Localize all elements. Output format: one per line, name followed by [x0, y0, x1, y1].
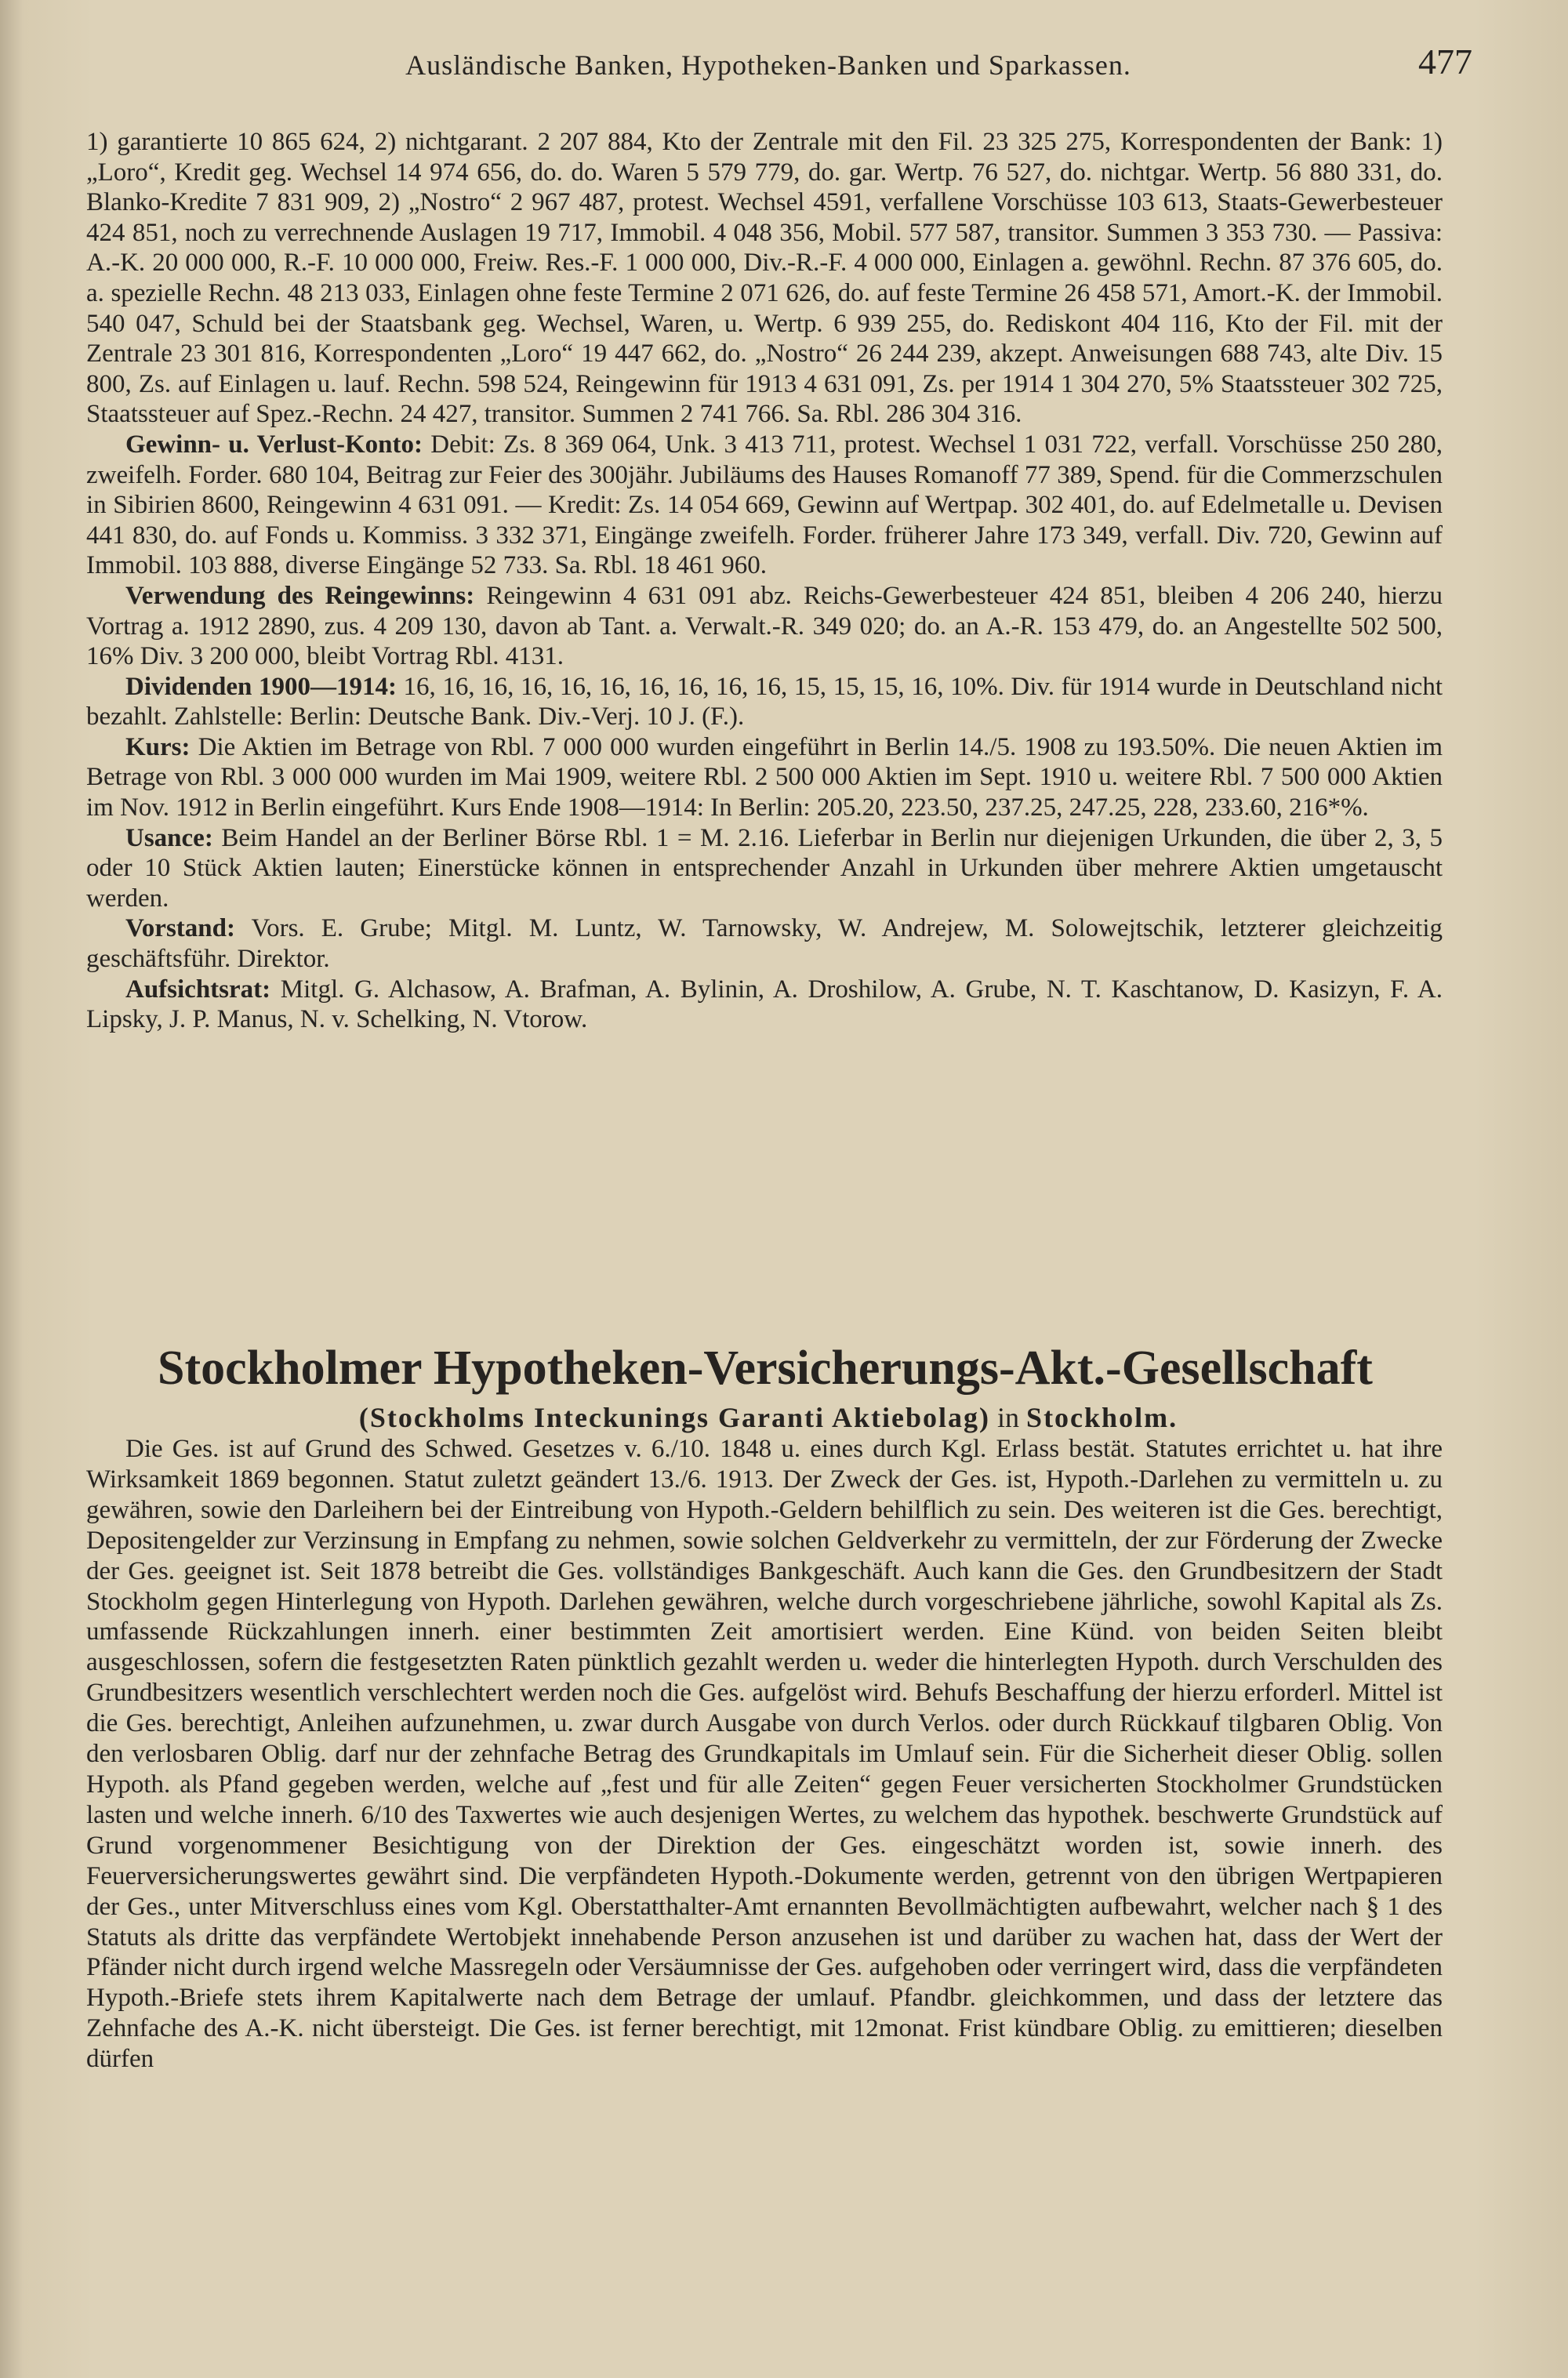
dividends-heading: Dividenden 1900—1914:	[125, 672, 397, 701]
usance-text: Beim Handel an der Berliner Börse Rbl. 1 = M. 2.16. Lieferbar in Berlin nur diejenigen Urkunden, die über 2, 3, 5 oder 10 Stück Aktien lauten; Einerstücke können in entsprechender Anzahl in Urkunden über mehrere Aktien umgetauscht werden.	[86, 823, 1443, 913]
company-subtitle-city: Stockholm.	[1026, 1402, 1178, 1433]
bank-report-section	[86, 127, 1443, 1035]
company-description: Die Ges. ist auf Grund des Schwed. Gesetzes v. 6./10. 1848 u. eines durch Kgl. Erlass bestät. Statutes errichtet u. hat ihre Wirksamkeit 1869 begonnen. Statut zuletzt geändert 13./6. 1913. Der Zweck der Ges. ist, Hypoth.-Darlehen zu vermitteln u. zu gewähren, sowie den Darleihern bei der Eintreibung von Hypoth.-Geldern behilflich zu sein. Des weiteren ist die Ges. berechtigt, Depositengelder zur Verzinsung in Empfang zu nehmen, sowie solchen Geldverkehr zu vermitteln, der zur Förderung der Zwecke der Ges. geeignet ist. Seit 1878 betreibt die Ges. vollständiges Bankgeschäft. Auch kann die Ges. den Grundbesitzern der Stadt Stockholm gegen Hinterlegung von Hypoth. Darlehen gewähren, welche durch vorgeschriebene jährliche, sowohl Kapital als Zs. umfassende Rückzahlungen innerh. einer bestimmten Zeit amortisiert werden. Eine Künd. von beiden Seiten bleibt ausgeschlossen, sofern die festgesetzten Raten pünktlich gezahlt werden u. weder die hinterlegten Hypoth. durch Verschulden des Grundbesitzers wesentlich verschlechtert werden noch die Ges. aufgelöst wird. Behufs Beschaffung der hierzu erforderl. Mittel ist die Ges. berechtigt, Anleihen aufzunehmen, u. zwar durch Ausgabe von durch Verlos. oder durch Rückkauf tilgbaren Oblig. Von den verlosbaren Oblig. darf nur der zehnfache Betrag des Grundkapitals im Umlauf sein. Für die Sicherheit dieser Oblig. sollen Hypoth. als Pfand gegeben werden, welche auf „fest und für alle Zeiten“ gegen Feuer versicherten Stockholmer Grundstücken lasten und welche innerh. 6/10 des Taxwertes wie auch desjenigen Wertes, zu welchem das hypothek. beschwerte Grundstück auf Grund vorgenommener Besichtigung von der Direktion der Ges. eingeschätzt worden ist, sowie innerh. des Feuerversicherungswertes gewährt sind. Die verpfändeten Hypoth.-Dokumente werden, getrennt von den übrigen Wertpapieren der Ges., unter Mitverschluss eines vom Kgl. Oberstatthalter-Amt ernannten Bevollmächtigten aufbewahrt, welcher nach § 1 des Statuts als dritte das verpfändete Wertobjekt innehabende Person anzusehen ist und darüber zu wachen hat, dass der Wert der Pfänder nicht durch irgend welche Massregeln oder Versäumnisse der Ges. aufgehoben oder verringert wird, dass die verpfändeten Hypoth.-Briefe stets ihrem Kapitalwerte nach dem Betrage der umlauf. Pfandbr. gleichkommen, und dass der letztere das Zehnfache des A.-K. nicht übersteigt. Die Ges. ist ferner berechtigt, mit 12monat. Frist kündbare Oblig. zu emittieren; dieselben dürfen	[86, 1435, 1443, 2074]
running-header: Ausländische Banken, Hypotheken-Banken und Sparkassen.	[405, 49, 1131, 81]
balance-sheet-paragraph: 1) garantierte 10 865 624, 2) nichtgarant. 2 207 884, Kto der Zentrale mit den Fil. 23 325 275, Korrespondenten der Bank: 1) „Loro“, Kredit geg. Wechsel 14 974 656, do. do. Waren 5 579 779, do. gar. Wertp. 76 527, do. nichtgar. Wertp. 56 880 331, do. Blanko-Kredite 7 831 909, 2) „Nostro“ 2 967 487, protest. Wechsel 4591, verfallene Vorschüsse 103 613, Staats-Gewerbesteuer 424 851, noch zu verrechnende Auslagen 19 717, Immobil. 4 048 356, Mobil. 577 587, transitor. Summen 3 353 730. — Passiva: A.-K. 20 000 000, R.-F. 10 000 000, Freiw. Res.-F. 1 000 000, Div.-R.-F. 4 000 000, Einlagen a. gewöhnl. Rechn. 87 376 605, do. a. spezielle Rechn. 48 213 033, Einlagen ohne feste Termine 2 071 626, do. auf feste Termine 26 458 571, Amort.-K. der Immobil. 540 047, Schuld bei der Staatsbank geg. Wechsel, Waren, u. Wertp. 6 939 255, do. Rediskont 404 116, Kto der Fil. mit der Zentrale 23 301 816, Korrespondenten „Loro“ 19 447 662, do. „Nostro“ 26 244 239, akzept. Anweisungen 688 743, alte Div. 15 800, Zs. auf Einlagen u. lauf. Rechn. 598 524, Reingewinn für 1913 4 631 091, Zs. per 1914 1 304 270, 5% Staatssteuer 302 725, Staatssteuer auf Spez.-Rechn. 24 427, transitor. Summen 2 741 766. Sa. Rbl. 286 304 316.	[86, 128, 1443, 429]
company-title: Stockholmer Hypotheken-Versicherungs-Akt.-Gesellschaft	[158, 1341, 1373, 1395]
supervisory-board-paragraph	[86, 975, 1443, 1035]
page-number: 477	[1418, 42, 1472, 82]
supervisory-board-heading: Aufsichtsrat:	[125, 975, 271, 1004]
board-text: Vors. E. Grube; Mitgl. M. Luntz, W. Tarnowsky, W. Andrejew, M. Solowejtschik, letzterer gleichzeitig geschäftsführ. Direktor.	[86, 914, 1443, 974]
price-paragraph	[86, 732, 1443, 823]
price-heading: Kurs:	[125, 732, 191, 761]
board-heading: Vorstand:	[125, 914, 235, 943]
profit-allocation-heading: Verwendung des Reingewinns:	[125, 581, 475, 610]
company-subtitle	[86, 1401, 1450, 1434]
profit-allocation-text: Reingewinn 4 631 091 abz. Reichs-Gewerbesteuer 424 851, bleiben 4 206 240, hierzu Vortrag a. 1912 2890, zus. 4 209 130, davon ab Tant. a. Verwalt.-R. 349 020; do. an A.-R. 153 479, do. an Angestellte 502 500, 16% Div. 3 200 000, bleibt Vortrag Rbl. 4131.	[86, 581, 1443, 671]
supervisory-board-text: Mitgl. G. Alchasow, A. Brafman, A. Bylinin, A. Droshilow, A. Grube, N. T. Kaschtanow, D. Kasizyn, F. A. Lipsky, J. P. Manus, N. v. Schelking, N. Vtorow.	[86, 975, 1443, 1034]
profit-loss-heading: Gewinn- u. Verlust-Konto:	[125, 430, 423, 459]
profit-allocation-paragraph	[86, 581, 1443, 672]
company-subtitle-swedish: (Stockholms Inteckunings Garanti Aktiebolag)	[358, 1402, 991, 1433]
dividends-paragraph	[86, 672, 1443, 732]
usance-heading: Usance:	[125, 823, 213, 852]
company-subtitle-in: in	[997, 1402, 1020, 1433]
profit-loss-paragraph	[86, 430, 1443, 581]
price-text: Die Aktien im Betrage von Rbl. 7 000 000 wurden eingeführt in Berlin 14./5. 1908 zu 193.50%. Die neuen Aktien im Betrage von Rbl. 3 000 000 wurden im Mai 1909, weitere Rbl. 2 500 000 Aktien im Sept. 1910 u. weitere Rbl. 7 500 000 Aktien im Nov. 1912 in Berlin eingeführt. Kurs Ende 1908—1914: In Berlin: 205.20, 223.50, 237.25, 247.25, 228, 233.60, 216*%.	[86, 732, 1443, 822]
board-paragraph	[86, 913, 1443, 974]
dividends-text: 16, 16, 16, 16, 16, 16, 16, 16, 16, 16, 15, 15, 15, 16, 10%. Div. für 1914 wurde in Deutschland nicht bezahlt. Zahlstelle: Berlin: Deutsche Bank. Div.-Verj. 10 J. (F.).	[86, 672, 1443, 732]
usance-paragraph	[86, 823, 1443, 914]
profit-loss-text: Debit: Zs. 8 369 064, Unk. 3 413 711, protest. Wechsel 1 031 722, verfall. Vorschüsse 250 280, zweifelh. Forder. 680 104, Beitrag zur Feier des 300jähr. Jubiläums des Hauses Romanoff 77 389, Spend. für die Commerzschulen in Sibirien 8600, Reingewinn 4 631 091. — Kredit: Zs. 14 054 669, Gewinn auf Wertpap. 302 401, do. auf Edelmetalle u. Devisen 441 830, do. auf Fonds u. Kommiss. 3 332 371, Eingänge zweifelh. Forder. früherer Jahre 173 349, verfall. Div. 720, Gewinn auf Immobil. 103 888, diverse Eingänge 52 733. Sa. Rbl. 18 461 960.	[86, 430, 1443, 580]
